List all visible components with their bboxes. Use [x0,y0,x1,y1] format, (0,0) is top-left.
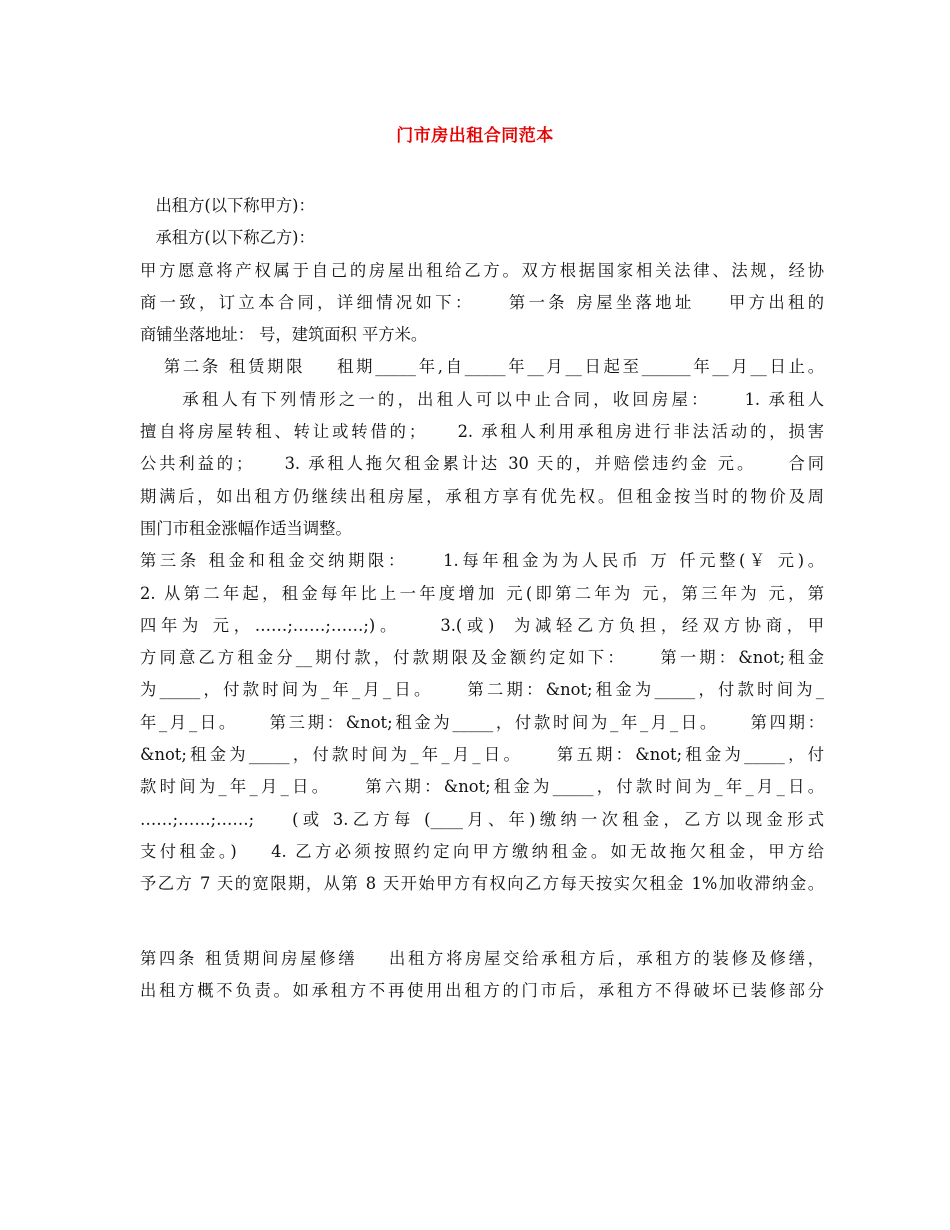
text-line: 第三条 租金和租金交纳期限： 1.每年租金为为人民币 万 仟元整(￥ 元)。 [140,551,824,571]
text-line: ……;……;……; (或 3.乙方每 (____月、年)缴纳一次租金，乙方以现金形式 [140,809,824,829]
document-title: 门市房出租合同范本 [396,126,554,146]
text-line: 为_____，付款时间为_年_月_日。 第二期：&not;租金为_____，付款时间为_ [140,680,824,700]
text-line: 方同意乙方租金分__期付款，付款期限及金额约定如下： 第一期：&not;租金 [140,648,824,668]
text-line: 期满后，如出租方仍继续出租房屋，承租方享有优先权。但租金按当时的物价及周 [140,486,824,506]
text-line: 商铺坐落地址： 号，建筑面积 平方米。 [140,325,428,345]
text-line [140,901,824,943]
text-line: 擅自将房屋转租、转让或转借的； 2. 承租人利用承租房进行非法活动的，损害 [140,422,824,442]
text-line: 甲方愿意将产权属于自己的房屋出租给乙方。双方根据国家相关法律、法规，经协 [140,260,824,280]
text-line: 出租方概不负责。如承租方不再使用出租方的门市后，承租方不得破坏已装修部分 [140,980,824,1000]
text-line: 公共利益的； 3. 承租人拖欠租金累计达 30 天的，并赔偿违约金 元。 合同 [140,454,824,474]
text-line: 予乙方 7 天的宽限期，从第 8 天开始甲方有权向乙方每天按实欠租金 1%加收滞纳金。 [140,874,824,894]
text-line: &not;租金为_____，付款时间为_年_月_日。 第五期：&not;租金为_____，付 [140,745,824,765]
text-line: 承租方(以下称乙方)： [140,228,315,248]
text-line: 支付租金。) 4. 乙方必须按照约定向甲方缴纳租金。如无故拖欠租金，甲方给 [140,841,824,861]
text-line: 款时间为_年_月_日。 第六期：&not;租金为_____，付款时间为_年_月_日。 [140,777,824,797]
text-line: 第四条 租赁期间房屋修缮 出租方将房屋交给承租方后，承租方的装修及修缮， [140,948,824,968]
text-line: 围门市租金涨幅作适当调整。 [140,518,352,538]
text-line: 承租人有下列情形之一的，出租人可以中止合同，收回房屋： 1. 承租人 [140,389,824,409]
text-line: 2. 从第二年起，租金每年比上一年度增加 元(即第二年为 元，第三年为 元，第 [140,583,824,603]
text-line: 年_月_日。 第三期：&not;租金为_____，付款时间为_年_月_日。 第四期： [140,712,824,732]
text-line: 第二条 租赁期限 租期_____年,自_____年__月__日起至______年__月__日止。 [140,357,824,377]
text-line: 出租方(以下称甲方)： [140,196,315,215]
contract-body [140,190,824,1007]
text-line: 四年为 元，……;……;……;)。 3.(或) 为减轻乙方负担，经双方协商，甲 [140,615,824,635]
text-line: 商一致，订立本合同，详细情况如下： 第一条 房屋坐落地址 甲方出租的 [140,292,824,312]
